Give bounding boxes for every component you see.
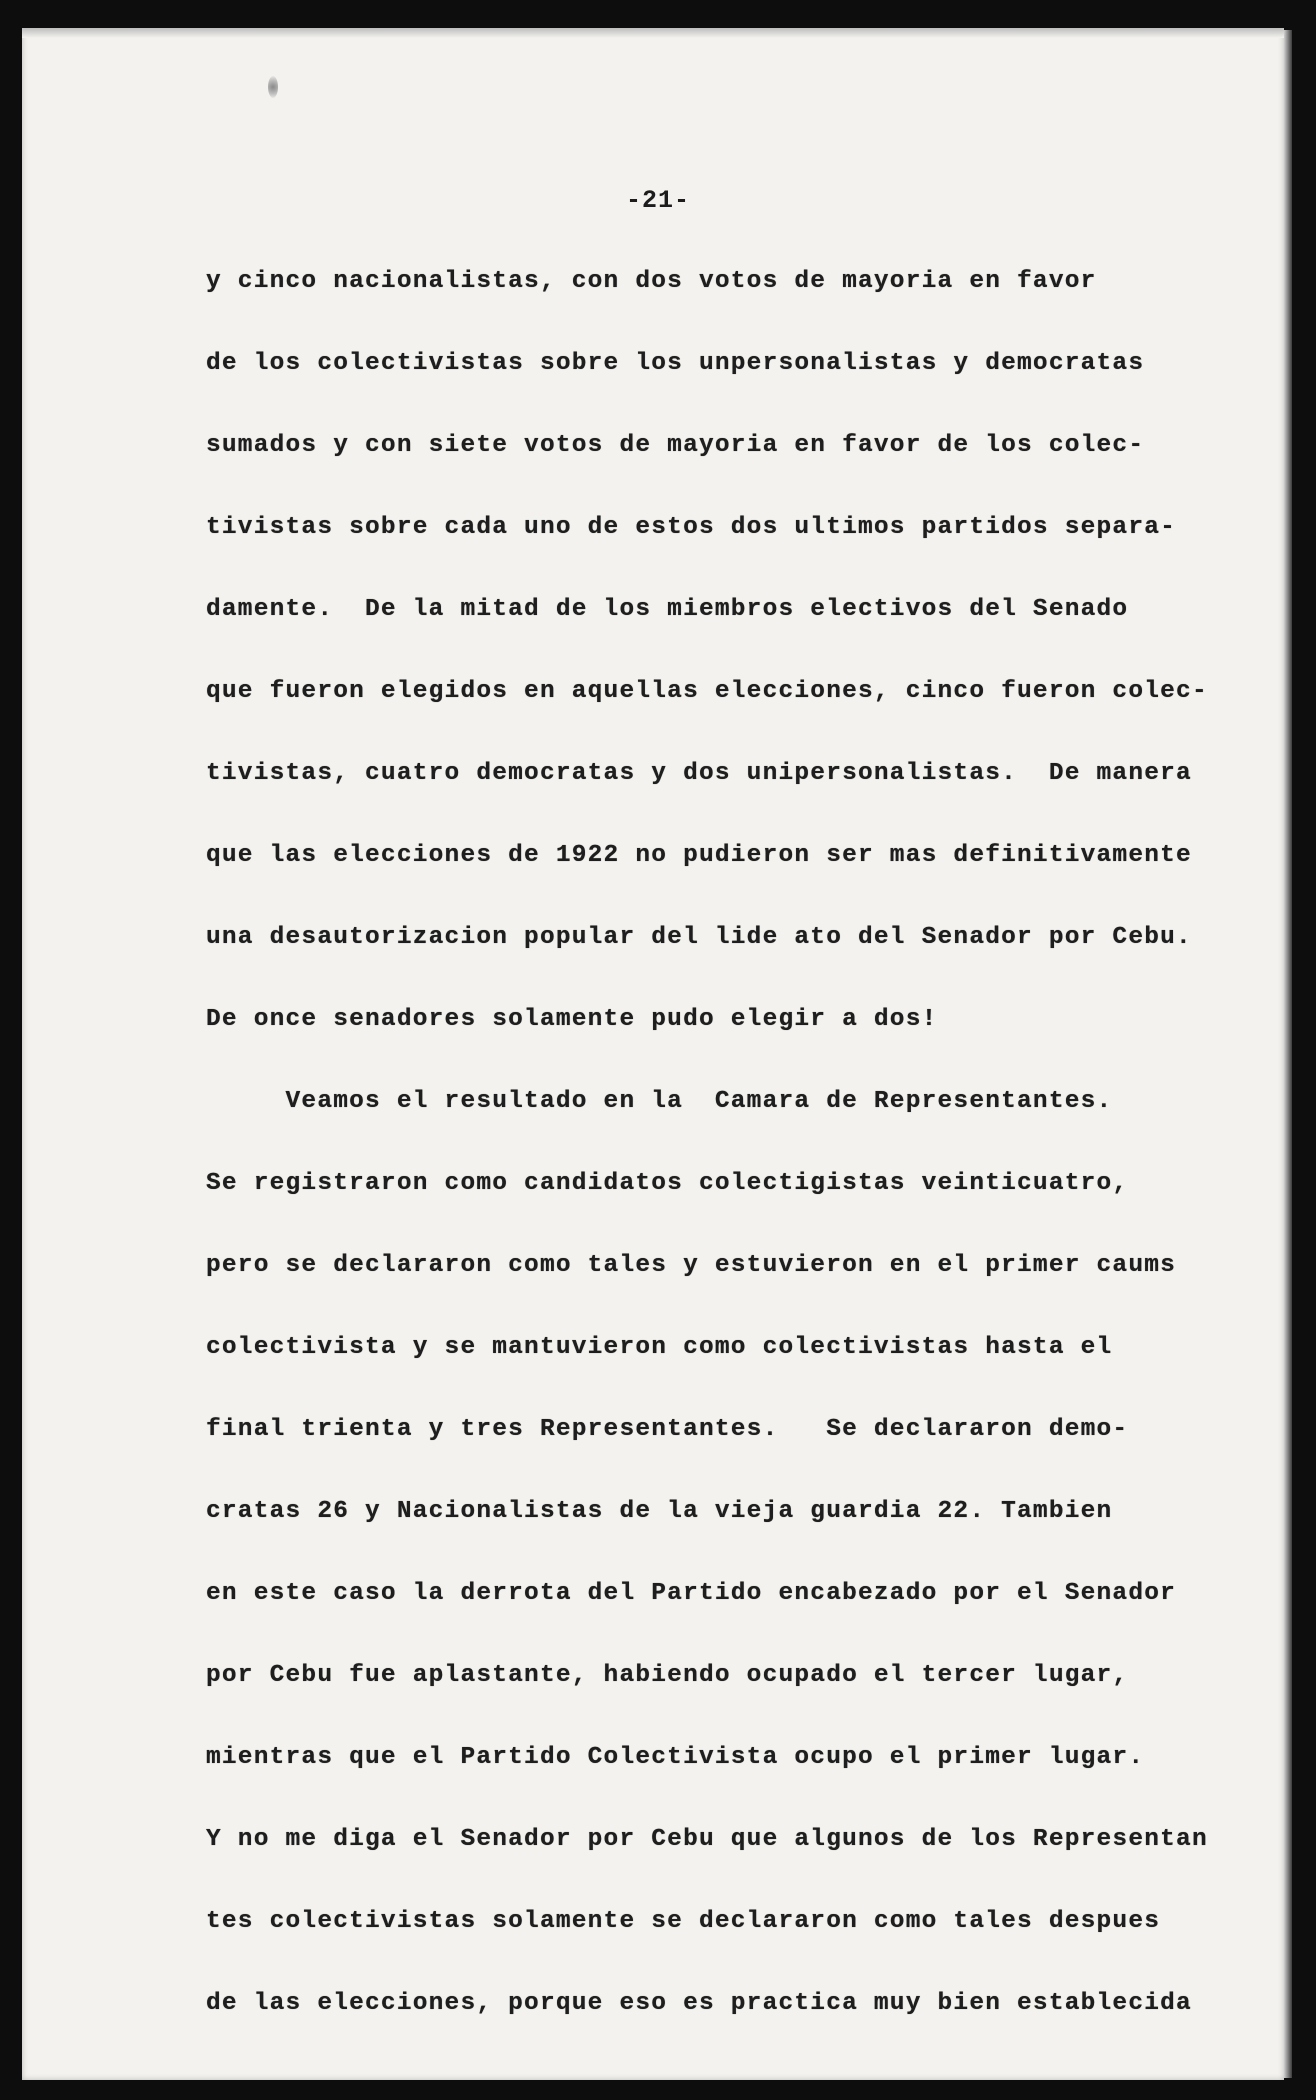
text-line: tivistas, cuatro democratas y dos unipersonalistas. De manera [206, 760, 1192, 787]
text-line: de las elecciones, porque eso es practica muy bien establecida [206, 1990, 1192, 2017]
text-line: colectivista y se mantuvieron como colectivistas hasta el [206, 1334, 1113, 1361]
text-line: De once senadores solamente pudo elegir a dos! [206, 1006, 938, 1033]
text-line: Se registraron como candidatos colectigistas veinticuatro, [206, 1170, 1129, 1197]
paper-sheet [22, 28, 1284, 2080]
text-line: que las elecciones de 1922 no pudieron ser mas definitivamente [206, 842, 1192, 869]
text-line: por Cebu fue aplastante, habiendo ocupado el tercer lugar, [206, 1662, 1129, 1689]
text-line: tes colectivistas solamente se declararon como tales despues [206, 1908, 1161, 1935]
text-line: en este caso la derrota del Partido encabezado por el Senador [206, 1580, 1177, 1607]
page-number: -21- [625, 186, 690, 215]
text-line: que fueron elegidos en aquellas elecciones, cinco fueron colec- [206, 678, 1208, 705]
text-line: una desautorizacion popular del lide ato del Senador por Cebu. [206, 924, 1192, 951]
paper-top-edge [22, 28, 1284, 38]
text-line: Veamos el resultado en la Camara de Representantes. [206, 1088, 1113, 1115]
text-line: mientras que el Partido Colectivista ocupo el primer lugar. [206, 1744, 1145, 1771]
text-line: damente. De la mitad de los miembros electivos del Senado [206, 596, 1129, 623]
paper-right-edge [1284, 30, 1292, 2078]
text-line: final trienta y tres Representantes. Se declararon demo- [206, 1416, 1129, 1443]
text-line: de los colectivistas sobre los unpersonalistas y democratas [206, 350, 1145, 377]
text-line: tivistas sobre cada uno de estos dos ultimos partidos separa- [206, 514, 1177, 541]
text-line: y cinco nacionalistas, con dos votos de mayoria en favor [206, 268, 1097, 295]
ink-smudge [268, 76, 278, 98]
text-line: sumados y con siete votos de mayoria en favor de los colec- [206, 432, 1145, 459]
text-line: pero se declararon como tales y estuvieron en el primer caums [206, 1252, 1177, 1279]
text-line: cratas 26 y Nacionalistas de la vieja guardia 22. Tambien [206, 1498, 1113, 1525]
text-line: Y no me diga el Senador por Cebu que algunos de los Representan [206, 1826, 1208, 1853]
